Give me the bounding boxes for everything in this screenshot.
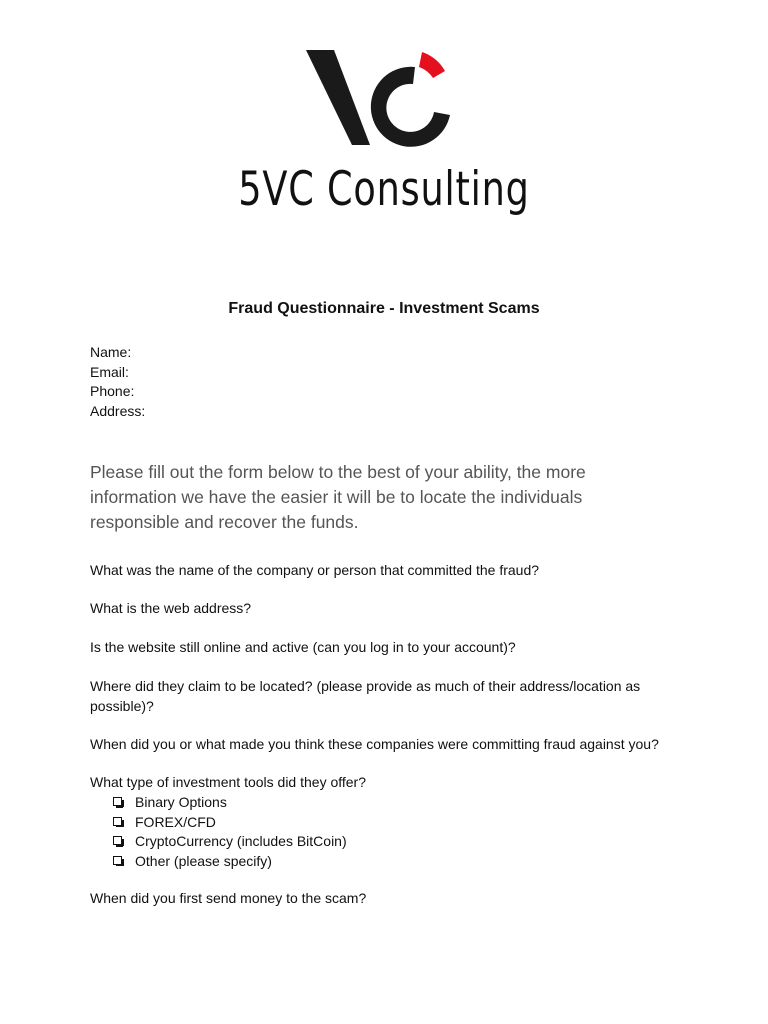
- brand-name: 5VC Consulting: [238, 162, 530, 217]
- option-forex-cfd: FOREX/CFD: [135, 813, 216, 830]
- name-field-label: Name:: [90, 344, 132, 360]
- question-location: Where did they claim to be located? (please provide as much of their address/location as possible)?: [90, 678, 641, 714]
- list-item: [113, 793, 347, 813]
- investment-options-list: [113, 793, 347, 871]
- logo-accent-arc: [419, 52, 445, 78]
- logo-c-arc: [371, 67, 450, 147]
- question-investment-tools: What type of investment tools did they offer?: [90, 774, 367, 790]
- phone-field-label: Phone:: [90, 383, 135, 399]
- option-binary-options: Binary Options: [135, 794, 227, 810]
- page-title: Fraud Questionnaire - Investment Scams: [228, 300, 540, 317]
- question-company-name: What was the name of the company or person that committed the fraud?: [90, 562, 540, 578]
- email-field-label: Email:: [90, 363, 129, 380]
- 5vc-logo: [300, 45, 465, 155]
- question-first-payment: When did you first send money to the scam?: [90, 890, 367, 906]
- question-fraud-discovery: When did you or what made you think these companies were committing fraud against you?: [90, 736, 659, 752]
- checkbox-icon: [113, 817, 123, 828]
- intro-paragraph: Please fill out the form below to the best of your ability, the more information we have the easier it will be to locate the individuals responsible and recover the funds.: [90, 462, 586, 532]
- question-website-active: Is the website still online and active (can you log in to your account)?: [90, 639, 516, 655]
- option-other: Other (please specify): [135, 852, 272, 869]
- checkbox-icon: [113, 856, 123, 867]
- logo-v-stroke: [306, 50, 370, 145]
- address-field-label: Address:: [90, 402, 146, 419]
- checkbox-icon: [113, 797, 123, 808]
- contact-fields: [90, 343, 145, 421]
- list-item: [113, 813, 347, 833]
- question-web-address: What is the web address?: [90, 600, 252, 616]
- option-cryptocurrency: CryptoCurrency (includes BitCoin): [135, 833, 347, 849]
- checkbox-icon: [113, 836, 123, 847]
- list-item: [113, 852, 347, 872]
- list-item: [113, 832, 347, 852]
